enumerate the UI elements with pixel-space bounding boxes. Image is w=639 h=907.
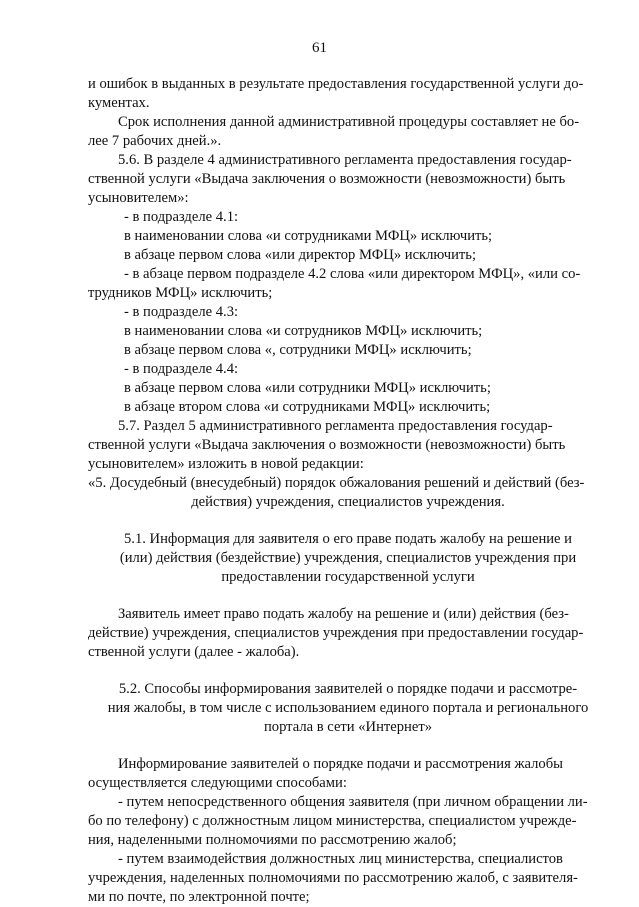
text-line: 5.7. Раздел 5 административного регламента предоставления государ-	[118, 418, 553, 434]
text-line: осуществляется следующими способами:	[88, 775, 347, 791]
page-number: 61	[312, 40, 327, 56]
section-heading: предоставлении государственной услуги	[221, 569, 475, 585]
text-line: лее 7 рабочих дней.».	[88, 133, 222, 149]
text-line: трудников МФЦ» исключить;	[88, 285, 273, 301]
section-heading: 5.1. Информация для заявителя о его праве подать жалобу на решение и	[124, 531, 572, 547]
text-line: 5.6. В разделе 4 административного регламента предоставления государ-	[118, 152, 572, 168]
text-line: в абзаце первом слова «или директор МФЦ» исключить;	[124, 247, 477, 263]
text-line: усыновителем» изложить в новой редакции:	[88, 456, 364, 472]
document-body	[88, 75, 608, 907]
text-line: ния, наделенными полномочиями по рассмотрению жалоб;	[88, 832, 457, 848]
text-line: - путем взаимодействия должностных лиц министерства, специалистов	[118, 851, 563, 867]
text-line: - в подразделе 4.4:	[124, 361, 239, 377]
text-line: учреждения, наделенных полномочиями по рассмотрению жалоб, с заявителя-	[88, 870, 578, 886]
text-line: в наименовании слова «и сотрудниками МФЦ» исключить;	[124, 228, 493, 244]
text-line: в абзаце втором слова «и сотрудниками МФЦ» исключить;	[124, 399, 491, 415]
text-line: - в подразделе 4.1:	[124, 209, 239, 225]
section-heading: портала в сети «Интернет»	[263, 719, 433, 735]
text-line: ственной услуги «Выдача заключения о возможности (невозможности) быть	[88, 437, 566, 453]
text-line: в абзаце первом слова «или сотрудники МФЦ» исключить;	[124, 380, 491, 396]
text-line: - путем непосредственного общения заявителя (при личном обращении ли-	[118, 794, 588, 810]
text-line: ственной услуги «Выдача заключения о возможности (невозможности) быть	[88, 171, 566, 187]
text-line: усыновителем»:	[88, 190, 189, 206]
section-heading: ния жалобы, в том числе с использованием единого портала и регионального	[107, 700, 589, 716]
text-line: действия) учреждения, специалистов учреждения.	[191, 494, 505, 510]
text-line: - в абзаце первом подразделе 4.2 слова «или директором МФЦ», «или со-	[124, 266, 581, 282]
text-line: Срок исполнения данной административной процедуры составляет не бо-	[118, 114, 580, 130]
text-line: действие) учреждения, специалистов учреждения при предоставлении государ-	[88, 625, 584, 641]
text-line: «5. Досудебный (внесудебный) порядок обжалования решений и действий (без-	[88, 475, 585, 491]
text-line: бо по телефону) с должностным лицом министерства, специалистом учрежде-	[88, 813, 577, 829]
section-heading: 5.2. Способы информирования заявителей о порядке подачи и рассмотре-	[118, 681, 578, 697]
text-line: кументах.	[88, 95, 150, 111]
text-line: - в подразделе 4.3:	[124, 304, 239, 320]
text-line: и ошибок в выданных в результате предоставления государственной услуги до-	[88, 76, 584, 92]
text-line: ми по почте, по электронной почте;	[88, 889, 310, 905]
text-line: ственной услуги (далее - жалоба).	[88, 644, 300, 660]
text-line: Информирование заявителей о порядке подачи и рассмотрения жалобы	[118, 756, 563, 772]
text-line: Заявитель имеет право подать жалобу на решение и (или) действия (без-	[118, 606, 569, 622]
text-line: в наименовании слова «и сотрудников МФЦ» исключить;	[124, 323, 483, 339]
text-line: в абзаце первом слова «, сотрудники МФЦ» исключить;	[124, 342, 472, 358]
section-heading: (или) действия (бездействие) учреждения, специалистов учреждения при	[119, 550, 577, 566]
